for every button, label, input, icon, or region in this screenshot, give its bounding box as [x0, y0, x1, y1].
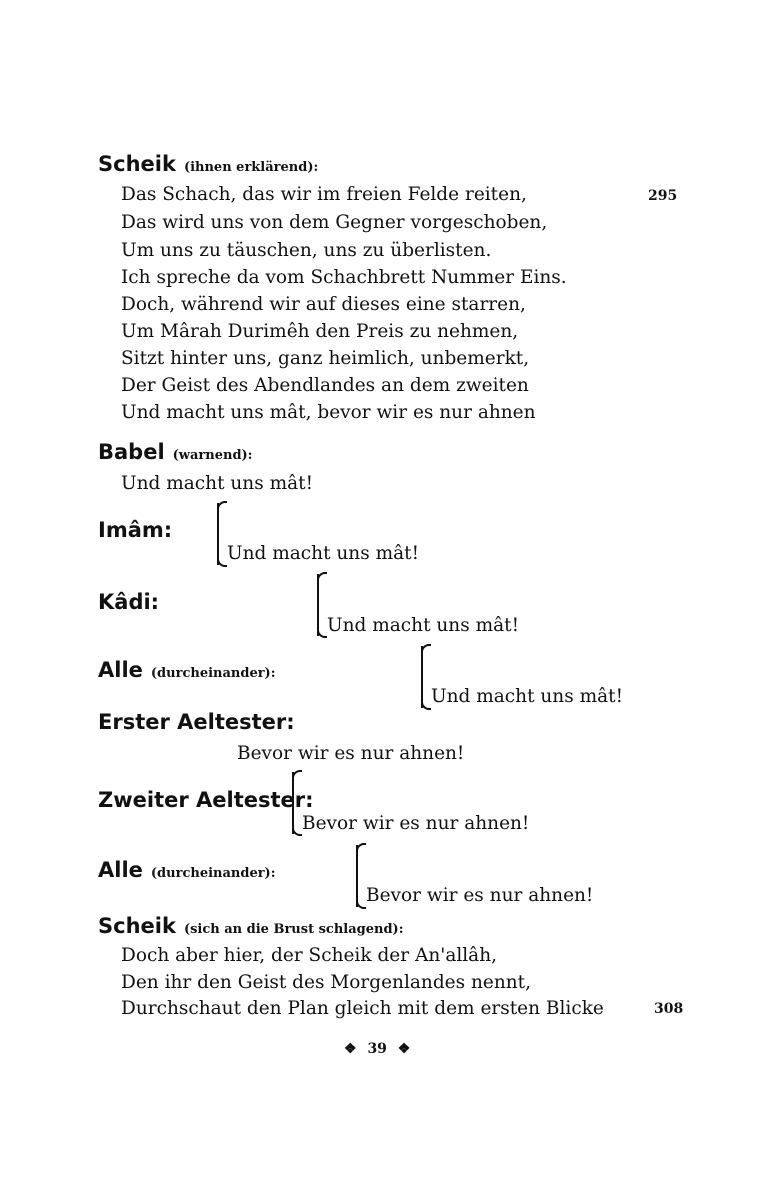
stage-direction: (ihnen erklärend): — [183, 160, 319, 175]
speech-block-scheik-2 — [98, 914, 404, 938]
stage-direction: (sich an die Brust schlagend): — [183, 922, 404, 937]
verse-line: Der Geist des Abendlandes an dem zweiten — [121, 375, 529, 396]
verse-line: Ich spreche da vom Schachbrett Nummer Eins. — [121, 267, 567, 288]
stage-direction: (durcheinander): — [150, 866, 276, 881]
speaker-name: Babel — [98, 440, 165, 464]
verse-line: Das Schach, das wir im freien Felde reiten, — [121, 184, 527, 205]
stage-direction: (durcheinander): — [150, 666, 276, 681]
verse-line: Und macht uns mât! — [431, 686, 624, 707]
verse-line: Das wird uns von dem Gegner vorgeschoben, — [121, 212, 548, 233]
speaker-name: Kâdi: — [98, 590, 160, 614]
line-number: 295 — [648, 188, 678, 204]
line-number: 308 — [654, 1001, 684, 1017]
verse-line: Den ihr den Geist des Morgenlandes nennt, — [121, 972, 531, 993]
speaker-name: Erster Aeltester: — [98, 710, 295, 734]
verse-line: Bevor wir es nur ahnen! — [302, 813, 530, 834]
verse-line: Bevor wir es nur ahnen! — [237, 743, 465, 764]
speaker-name: Scheik — [98, 152, 176, 176]
ornament-right: ❖ — [397, 1041, 411, 1057]
verse-line: Doch aber hier, der Scheik der An'allâh, — [121, 945, 498, 966]
speaker-name: Alle — [98, 658, 143, 682]
verse-line: Um uns zu täuschen, uns zu überlisten. — [121, 240, 492, 261]
speaker-name: Imâm: — [98, 518, 173, 542]
speaker-name: Alle — [98, 858, 143, 882]
verse-line: Um Mârah Durimêh den Preis zu nehmen, — [121, 321, 519, 342]
page-footer — [344, 1041, 410, 1057]
verse-line: Durchschaut den Plan gleich mit dem ersten Blicke — [121, 998, 604, 1019]
stage-direction: (warnend): — [172, 448, 253, 463]
speech-block-alle-2 — [98, 858, 276, 882]
verse-line: Und macht uns mât! — [121, 473, 314, 494]
verse-line: Doch, während wir auf dieses eine starren, — [121, 294, 526, 315]
verse-line: Und macht uns mât! — [327, 615, 520, 636]
verse-line: Und macht uns mât! — [227, 543, 420, 564]
verse-line: Bevor wir es nur ahnen! — [366, 885, 594, 906]
ornament-left: ❖ — [344, 1041, 357, 1057]
verse-line: Und macht uns mât, bevor wir es nur ahnen — [121, 402, 536, 423]
speaker-name: Zweiter Aeltester: — [98, 788, 314, 812]
verse-line: Sitzt hinter uns, ganz heimlich, unbemerkt, — [121, 348, 530, 369]
speech-block-scheik-1 — [98, 152, 318, 176]
page-number: 39 — [367, 1041, 387, 1057]
speech-block-alle-1 — [98, 658, 276, 682]
speaker-name: Scheik — [98, 914, 176, 938]
speech-block-babel — [98, 440, 252, 464]
